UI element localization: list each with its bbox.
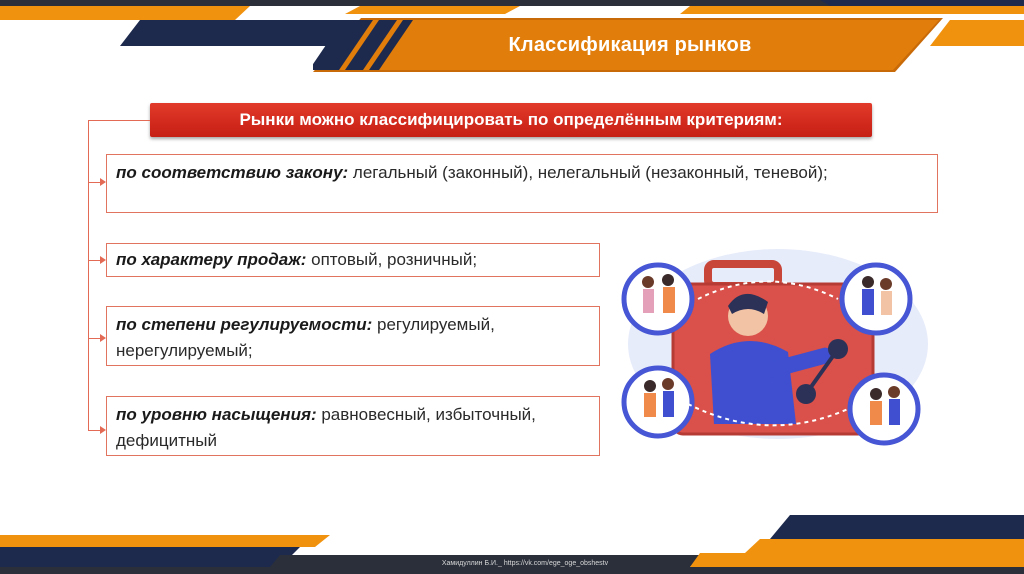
criterion-label: по характеру продаж: [116,250,307,269]
business-people-briefcase-illustration [618,244,938,449]
subtitle-text: Рынки можно классифицировать по определённым критериям: [239,110,783,129]
page-title: Классификация рынков [508,34,752,56]
criterion-box-regulation [106,306,600,366]
criterion-text: оптовый, розничный; [306,250,478,269]
criterion-label: по уровню насыщения: [116,405,317,424]
criterion-label: по соответствию закону: [116,163,349,182]
criterion-label: по степени регулируемости: [116,315,373,334]
criterion-box-legality [106,154,938,213]
connector-vertical [88,120,89,431]
subtitle-banner [150,103,872,137]
footer-credit: Хамидуллин Б.И._ https://vk.com/ege_oge_obshestv [441,560,609,567]
criterion-text: легальный (законный), нелегальный (незаконный, теневой); [348,163,828,182]
connector-branch [88,338,100,339]
connector-branch [88,182,100,183]
criterion-text: регулируемый, нерегулируемый; [116,315,495,360]
connector-top [88,120,150,121]
criterion-box-sales [106,243,600,277]
criterion-box-saturation [106,396,600,456]
connector-branch [88,260,100,261]
connector-branch [88,430,100,431]
criterion-text: равновесный, избыточный, дефицитный [116,405,536,450]
